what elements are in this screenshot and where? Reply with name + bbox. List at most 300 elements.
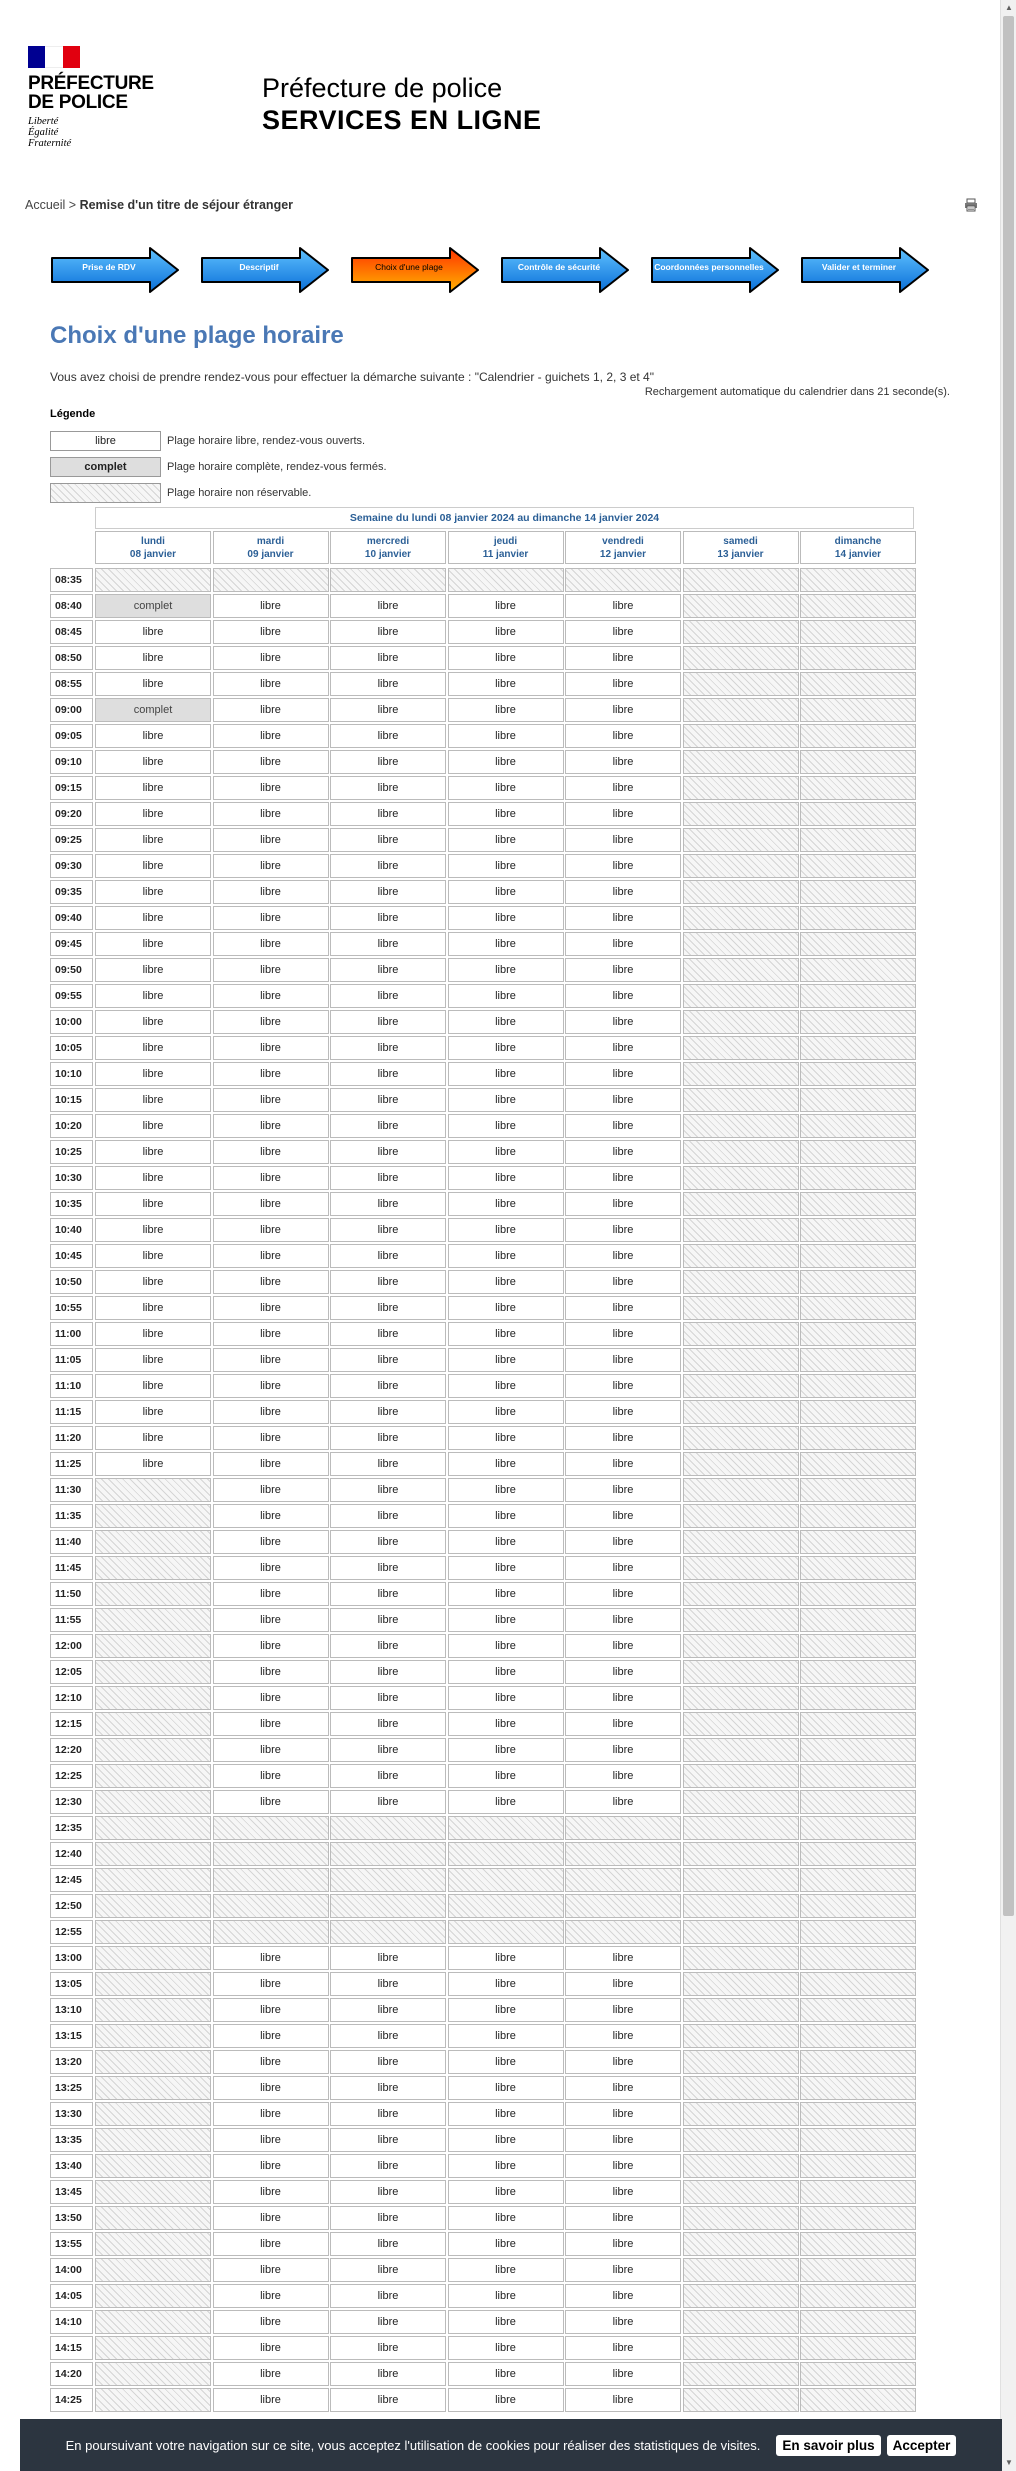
slot-libre[interactable]: libre	[565, 2180, 681, 2204]
slot-libre[interactable]: libre	[213, 1608, 329, 1632]
slot-libre[interactable]: libre	[448, 1764, 564, 1788]
slot-libre[interactable]: libre	[565, 2388, 681, 2412]
slot-libre[interactable]: libre	[565, 1998, 681, 2022]
breadcrumb-home-link[interactable]: Accueil	[25, 198, 66, 212]
slot-libre[interactable]: libre	[330, 1530, 446, 1554]
slot-libre[interactable]: libre	[330, 1738, 446, 1762]
slot-libre[interactable]: libre	[565, 2336, 681, 2360]
slot-libre[interactable]: libre	[448, 620, 564, 644]
slot-libre[interactable]: libre	[213, 672, 329, 696]
slot-libre[interactable]: libre	[448, 2024, 564, 2048]
slot-libre[interactable]: libre	[330, 1790, 446, 1814]
slot-libre[interactable]: libre	[330, 2154, 446, 2178]
slot-libre[interactable]: libre	[330, 2102, 446, 2126]
slot-libre[interactable]: libre	[330, 1192, 446, 1216]
slot-libre[interactable]: libre	[330, 2388, 446, 2412]
slot-libre[interactable]: libre	[565, 672, 681, 696]
slot-libre[interactable]: libre	[330, 698, 446, 722]
slot-libre[interactable]: libre	[565, 802, 681, 826]
slot-libre[interactable]: libre	[330, 1426, 446, 1450]
slot-libre[interactable]: libre	[213, 2206, 329, 2230]
slot-libre[interactable]: libre	[213, 1452, 329, 1476]
slot-libre[interactable]: libre	[448, 1582, 564, 1606]
slot-libre[interactable]: libre	[565, 1244, 681, 1268]
slot-libre[interactable]: libre	[213, 1322, 329, 1346]
slot-libre[interactable]: libre	[213, 776, 329, 800]
slot-libre[interactable]: libre	[448, 1348, 564, 1372]
slot-libre[interactable]: libre	[448, 1998, 564, 2022]
slot-libre[interactable]: libre	[95, 1244, 211, 1268]
slot-libre[interactable]: libre	[330, 620, 446, 644]
slot-libre[interactable]: libre	[95, 1426, 211, 1450]
slot-libre[interactable]: libre	[95, 1166, 211, 1190]
slot-libre[interactable]: libre	[213, 1738, 329, 1762]
slot-libre[interactable]: libre	[565, 1270, 681, 1294]
slot-libre[interactable]: libre	[213, 2258, 329, 2282]
slot-libre[interactable]: libre	[213, 1634, 329, 1658]
slot-libre[interactable]: libre	[330, 1478, 446, 1502]
slot-libre[interactable]: libre	[95, 828, 211, 852]
slot-libre[interactable]: libre	[565, 646, 681, 670]
slot-libre[interactable]: libre	[213, 2180, 329, 2204]
slot-libre[interactable]: libre	[565, 620, 681, 644]
slot-libre[interactable]: libre	[330, 854, 446, 878]
slot-libre[interactable]: libre	[448, 2206, 564, 2230]
slot-libre[interactable]: libre	[565, 1738, 681, 1762]
slot-libre[interactable]: libre	[330, 2024, 446, 2048]
slot-libre[interactable]: libre	[448, 984, 564, 1008]
vertical-scrollbar[interactable]	[1000, 0, 1016, 2471]
slot-libre[interactable]: libre	[448, 854, 564, 878]
slot-libre[interactable]: libre	[330, 1556, 446, 1580]
slot-libre[interactable]: libre	[213, 2310, 329, 2334]
slot-libre[interactable]: libre	[213, 802, 329, 826]
slot-libre[interactable]: libre	[448, 2154, 564, 2178]
slot-libre[interactable]: libre	[330, 1088, 446, 1112]
slot-libre[interactable]: libre	[95, 854, 211, 878]
slot-libre[interactable]: libre	[330, 1764, 446, 1788]
slot-libre[interactable]: libre	[565, 1088, 681, 1112]
slot-libre[interactable]: libre	[213, 1270, 329, 1294]
slot-libre[interactable]: libre	[95, 776, 211, 800]
slot-libre[interactable]: libre	[448, 1192, 564, 1216]
slot-libre[interactable]: libre	[448, 1140, 564, 1164]
slot-libre[interactable]: libre	[448, 2102, 564, 2126]
slot-libre[interactable]: libre	[330, 724, 446, 748]
slot-libre[interactable]: libre	[448, 802, 564, 826]
slot-libre[interactable]: libre	[448, 1452, 564, 1476]
slot-libre[interactable]: libre	[95, 880, 211, 904]
slot-libre[interactable]: libre	[448, 2388, 564, 2412]
slot-libre[interactable]: libre	[213, 724, 329, 748]
slot-libre[interactable]: libre	[565, 1140, 681, 1164]
slot-libre[interactable]: libre	[448, 1296, 564, 1320]
slot-libre[interactable]: libre	[565, 1556, 681, 1580]
slot-libre[interactable]: libre	[213, 1530, 329, 1554]
slot-libre[interactable]: libre	[330, 1946, 446, 1970]
slot-libre[interactable]: libre	[95, 1348, 211, 1372]
slot-libre[interactable]: libre	[213, 1582, 329, 1606]
slot-libre[interactable]: libre	[213, 594, 329, 618]
slot-libre[interactable]: libre	[213, 984, 329, 1008]
slot-libre[interactable]: libre	[213, 1478, 329, 1502]
slot-libre[interactable]: libre	[448, 932, 564, 956]
slot-libre[interactable]: libre	[565, 2232, 681, 2256]
slot-libre[interactable]: libre	[330, 750, 446, 774]
slot-libre[interactable]: libre	[213, 1036, 329, 1060]
slot-libre[interactable]: libre	[330, 984, 446, 1008]
slot-libre[interactable]: libre	[95, 1036, 211, 1060]
slot-libre[interactable]: libre	[330, 1400, 446, 1424]
slot-libre[interactable]: libre	[213, 2232, 329, 2256]
cookie-accept-button[interactable]: Accepter	[887, 2435, 957, 2456]
slot-libre[interactable]: libre	[213, 1140, 329, 1164]
slot-libre[interactable]: libre	[95, 1010, 211, 1034]
slot-libre[interactable]: libre	[330, 646, 446, 670]
slot-libre[interactable]: libre	[448, 1270, 564, 1294]
slot-libre[interactable]: libre	[330, 1296, 446, 1320]
slot-libre[interactable]: libre	[213, 1946, 329, 1970]
slot-libre[interactable]: libre	[565, 1322, 681, 1346]
slot-libre[interactable]: libre	[330, 880, 446, 904]
slot-libre[interactable]: libre	[565, 724, 681, 748]
slot-libre[interactable]: libre	[565, 2154, 681, 2178]
slot-libre[interactable]: libre	[330, 1010, 446, 1034]
slot-libre[interactable]: libre	[448, 906, 564, 930]
slot-libre[interactable]: libre	[448, 646, 564, 670]
slot-libre[interactable]: libre	[330, 2128, 446, 2152]
slot-libre[interactable]: libre	[330, 958, 446, 982]
slot-libre[interactable]: libre	[330, 776, 446, 800]
slot-libre[interactable]: libre	[213, 2154, 329, 2178]
slot-libre[interactable]: libre	[213, 2024, 329, 2048]
slot-libre[interactable]: libre	[565, 932, 681, 956]
slot-libre[interactable]: libre	[95, 1452, 211, 1476]
slot-libre[interactable]: libre	[448, 2310, 564, 2334]
slot-libre[interactable]: libre	[448, 958, 564, 982]
slot-libre[interactable]: libre	[330, 1244, 446, 1268]
slot-libre[interactable]: libre	[213, 1296, 329, 1320]
slot-libre[interactable]: libre	[95, 672, 211, 696]
slot-libre[interactable]: libre	[448, 1608, 564, 1632]
slot-libre[interactable]: libre	[330, 1348, 446, 1372]
slot-libre[interactable]: libre	[448, 1634, 564, 1658]
slot-libre[interactable]: libre	[448, 2362, 564, 2386]
slot-libre[interactable]: libre	[330, 802, 446, 826]
slot-libre[interactable]: libre	[213, 2128, 329, 2152]
slot-libre[interactable]: libre	[448, 1712, 564, 1736]
slot-libre[interactable]: libre	[565, 1660, 681, 1684]
slot-libre[interactable]: libre	[565, 1010, 681, 1034]
slot-libre[interactable]: libre	[565, 1946, 681, 1970]
slot-libre[interactable]: libre	[565, 1712, 681, 1736]
slot-libre[interactable]: libre	[95, 1374, 211, 1398]
slot-libre[interactable]: libre	[213, 1062, 329, 1086]
slot-libre[interactable]: libre	[448, 880, 564, 904]
slot-libre[interactable]: libre	[565, 1608, 681, 1632]
slot-libre[interactable]: libre	[565, 1166, 681, 1190]
slot-libre[interactable]: libre	[448, 672, 564, 696]
slot-libre[interactable]: libre	[565, 1582, 681, 1606]
slot-libre[interactable]: libre	[448, 1556, 564, 1580]
slot-libre[interactable]: libre	[213, 1790, 329, 1814]
slot-libre[interactable]: libre	[565, 2050, 681, 2074]
scroll-up-icon[interactable]: ▲	[1005, 3, 1013, 12]
slot-libre[interactable]: libre	[213, 906, 329, 930]
slot-libre[interactable]: libre	[213, 1166, 329, 1190]
slot-libre[interactable]: libre	[565, 828, 681, 852]
slot-libre[interactable]: libre	[95, 958, 211, 982]
scroll-thumb[interactable]	[1003, 16, 1014, 1916]
printer-icon[interactable]	[964, 198, 978, 212]
slot-libre[interactable]: libre	[565, 1218, 681, 1242]
slot-libre[interactable]: libre	[330, 2050, 446, 2074]
slot-libre[interactable]: libre	[565, 2024, 681, 2048]
slot-libre[interactable]: libre	[448, 1426, 564, 1450]
slot-libre[interactable]: libre	[448, 1504, 564, 1528]
slot-libre[interactable]: libre	[565, 750, 681, 774]
slot-libre[interactable]: libre	[448, 2258, 564, 2282]
slot-libre[interactable]: libre	[213, 2284, 329, 2308]
slot-libre[interactable]: libre	[95, 1322, 211, 1346]
slot-libre[interactable]: libre	[330, 1322, 446, 1346]
slot-libre[interactable]: libre	[448, 698, 564, 722]
slot-libre[interactable]: libre	[565, 1972, 681, 1996]
slot-libre[interactable]: libre	[330, 1114, 446, 1138]
slot-libre[interactable]: libre	[330, 1634, 446, 1658]
slot-libre[interactable]: libre	[95, 984, 211, 1008]
slot-libre[interactable]: libre	[213, 1712, 329, 1736]
slot-libre[interactable]: libre	[565, 1400, 681, 1424]
slot-libre[interactable]: libre	[213, 932, 329, 956]
slot-libre[interactable]: libre	[448, 2076, 564, 2100]
slot-libre[interactable]: libre	[330, 906, 446, 930]
slot-libre[interactable]: libre	[213, 1244, 329, 1268]
slot-libre[interactable]: libre	[448, 1660, 564, 1684]
slot-libre[interactable]: libre	[565, 1374, 681, 1398]
slot-libre[interactable]: libre	[95, 906, 211, 930]
slot-libre[interactable]: libre	[565, 1062, 681, 1086]
slot-libre[interactable]: libre	[448, 776, 564, 800]
slot-libre[interactable]: libre	[95, 1296, 211, 1320]
slot-libre[interactable]: libre	[565, 1452, 681, 1476]
prefecture-logo[interactable]	[28, 46, 158, 149]
slot-libre[interactable]: libre	[448, 1374, 564, 1398]
slot-libre[interactable]: libre	[95, 1218, 211, 1242]
slot-libre[interactable]: libre	[95, 750, 211, 774]
slot-libre[interactable]: libre	[565, 906, 681, 930]
slot-libre[interactable]: libre	[213, 1998, 329, 2022]
slot-libre[interactable]: libre	[448, 828, 564, 852]
slot-libre[interactable]: libre	[95, 1400, 211, 1424]
slot-libre[interactable]: libre	[565, 2362, 681, 2386]
slot-libre[interactable]: libre	[565, 1634, 681, 1658]
slot-libre[interactable]: libre	[213, 2102, 329, 2126]
slot-libre[interactable]: libre	[565, 1114, 681, 1138]
slot-libre[interactable]: libre	[213, 1556, 329, 1580]
slot-libre[interactable]: libre	[213, 620, 329, 644]
slot-libre[interactable]: libre	[448, 1010, 564, 1034]
slot-libre[interactable]: libre	[213, 2076, 329, 2100]
slot-libre[interactable]: libre	[213, 854, 329, 878]
slot-libre[interactable]: libre	[448, 1322, 564, 1346]
slot-libre[interactable]: libre	[330, 1972, 446, 1996]
slot-libre[interactable]: libre	[330, 1452, 446, 1476]
slot-libre[interactable]: libre	[95, 1088, 211, 1112]
slot-libre[interactable]: libre	[565, 776, 681, 800]
slot-libre[interactable]: libre	[565, 984, 681, 1008]
slot-libre[interactable]: libre	[565, 2206, 681, 2230]
slot-libre[interactable]: libre	[448, 1972, 564, 1996]
slot-libre[interactable]: libre	[95, 1114, 211, 1138]
slot-libre[interactable]: libre	[213, 1400, 329, 1424]
slot-libre[interactable]: libre	[213, 2362, 329, 2386]
slot-libre[interactable]: libre	[565, 854, 681, 878]
slot-libre[interactable]: libre	[448, 1218, 564, 1242]
slot-libre[interactable]: libre	[213, 1504, 329, 1528]
slot-libre[interactable]: libre	[565, 2310, 681, 2334]
slot-libre[interactable]: libre	[565, 2076, 681, 2100]
slot-libre[interactable]: libre	[95, 802, 211, 826]
slot-libre[interactable]: libre	[448, 2232, 564, 2256]
slot-libre[interactable]: libre	[330, 1660, 446, 1684]
slot-libre[interactable]: libre	[330, 1062, 446, 1086]
slot-libre[interactable]: libre	[330, 1582, 446, 1606]
slot-libre[interactable]: libre	[565, 698, 681, 722]
slot-libre[interactable]: libre	[95, 1140, 211, 1164]
slot-libre[interactable]: libre	[213, 2388, 329, 2412]
cookie-more-button[interactable]: En savoir plus	[776, 2435, 880, 2456]
slot-libre[interactable]: libre	[330, 2258, 446, 2282]
slot-libre[interactable]: libre	[330, 2180, 446, 2204]
slot-libre[interactable]: libre	[448, 750, 564, 774]
slot-libre[interactable]: libre	[213, 1218, 329, 1242]
slot-libre[interactable]: libre	[565, 1296, 681, 1320]
slot-libre[interactable]: libre	[213, 1088, 329, 1112]
slot-libre[interactable]: libre	[448, 2180, 564, 2204]
slot-libre[interactable]: libre	[330, 1712, 446, 1736]
slot-libre[interactable]: libre	[95, 724, 211, 748]
slot-libre[interactable]: libre	[565, 2102, 681, 2126]
slot-libre[interactable]: libre	[330, 1218, 446, 1242]
slot-libre[interactable]: libre	[213, 1348, 329, 1372]
slot-libre[interactable]: libre	[448, 1062, 564, 1086]
slot-libre[interactable]: libre	[213, 2050, 329, 2074]
slot-libre[interactable]: libre	[213, 1374, 329, 1398]
slot-libre[interactable]: libre	[448, 2128, 564, 2152]
slot-libre[interactable]: libre	[448, 724, 564, 748]
slot-libre[interactable]: libre	[213, 1010, 329, 1034]
slot-libre[interactable]: libre	[448, 1478, 564, 1502]
slot-libre[interactable]: libre	[330, 1166, 446, 1190]
slot-libre[interactable]: libre	[448, 1738, 564, 1762]
slot-libre[interactable]: libre	[565, 1790, 681, 1814]
slot-libre[interactable]: libre	[330, 1140, 446, 1164]
slot-libre[interactable]: libre	[565, 594, 681, 618]
slot-libre[interactable]: libre	[330, 1504, 446, 1528]
slot-libre[interactable]: libre	[213, 958, 329, 982]
slot-libre[interactable]: libre	[330, 672, 446, 696]
slot-libre[interactable]: libre	[330, 2232, 446, 2256]
slot-libre[interactable]: libre	[95, 1270, 211, 1294]
slot-libre[interactable]: libre	[330, 1998, 446, 2022]
slot-libre[interactable]: libre	[330, 1686, 446, 1710]
slot-libre[interactable]: libre	[330, 2362, 446, 2386]
slot-libre[interactable]: libre	[330, 1608, 446, 1632]
slot-libre[interactable]: libre	[448, 1244, 564, 1268]
slot-libre[interactable]: libre	[330, 932, 446, 956]
slot-libre[interactable]: libre	[448, 1036, 564, 1060]
slot-libre[interactable]: libre	[565, 2128, 681, 2152]
slot-libre[interactable]: libre	[448, 1166, 564, 1190]
slot-libre[interactable]: libre	[95, 1192, 211, 1216]
slot-libre[interactable]: libre	[330, 1036, 446, 1060]
slot-libre[interactable]: libre	[565, 1348, 681, 1372]
slot-libre[interactable]: libre	[213, 1114, 329, 1138]
slot-libre[interactable]: libre	[213, 1764, 329, 1788]
slot-libre[interactable]: libre	[448, 1946, 564, 1970]
slot-libre[interactable]: libre	[330, 2284, 446, 2308]
slot-libre[interactable]: libre	[213, 1192, 329, 1216]
slot-libre[interactable]: libre	[330, 594, 446, 618]
slot-libre[interactable]: libre	[565, 1764, 681, 1788]
slot-libre[interactable]: libre	[448, 1088, 564, 1112]
slot-libre[interactable]: libre	[448, 594, 564, 618]
slot-libre[interactable]: libre	[565, 1192, 681, 1216]
slot-libre[interactable]: libre	[565, 1530, 681, 1554]
slot-libre[interactable]: libre	[330, 1374, 446, 1398]
slot-libre[interactable]: libre	[448, 1400, 564, 1424]
slot-libre[interactable]: libre	[330, 828, 446, 852]
slot-libre[interactable]: libre	[213, 1660, 329, 1684]
slot-libre[interactable]: libre	[213, 698, 329, 722]
slot-libre[interactable]: libre	[330, 2336, 446, 2360]
slot-libre[interactable]: libre	[448, 1686, 564, 1710]
slot-libre[interactable]: libre	[213, 750, 329, 774]
slot-libre[interactable]: libre	[213, 880, 329, 904]
slot-libre[interactable]: libre	[448, 1114, 564, 1138]
slot-libre[interactable]: libre	[330, 2310, 446, 2334]
slot-libre[interactable]: libre	[213, 2336, 329, 2360]
slot-libre[interactable]: libre	[565, 1478, 681, 1502]
slot-libre[interactable]: libre	[448, 1530, 564, 1554]
slot-libre[interactable]: libre	[565, 1686, 681, 1710]
slot-libre[interactable]: libre	[565, 2258, 681, 2282]
slot-libre[interactable]: libre	[565, 2284, 681, 2308]
slot-libre[interactable]: libre	[448, 2284, 564, 2308]
slot-libre[interactable]: libre	[565, 1504, 681, 1528]
slot-libre[interactable]: libre	[448, 1790, 564, 1814]
slot-libre[interactable]: libre	[448, 2050, 564, 2074]
slot-libre[interactable]: libre	[213, 828, 329, 852]
slot-libre[interactable]: libre	[565, 1426, 681, 1450]
slot-libre[interactable]: libre	[213, 646, 329, 670]
slot-libre[interactable]: libre	[330, 2206, 446, 2230]
slot-libre[interactable]: libre	[213, 1426, 329, 1450]
slot-libre[interactable]: libre	[448, 2336, 564, 2360]
slot-libre[interactable]: libre	[95, 620, 211, 644]
scroll-down-icon[interactable]: ▼	[1005, 2458, 1013, 2467]
slot-libre[interactable]: libre	[213, 1972, 329, 1996]
slot-libre[interactable]: libre	[330, 2076, 446, 2100]
slot-libre[interactable]: libre	[95, 646, 211, 670]
slot-libre[interactable]: libre	[565, 1036, 681, 1060]
slot-libre[interactable]: libre	[565, 958, 681, 982]
slot-libre[interactable]: libre	[213, 1686, 329, 1710]
slot-libre[interactable]: libre	[95, 932, 211, 956]
slot-libre[interactable]: libre	[95, 1062, 211, 1086]
slot-libre[interactable]: libre	[565, 880, 681, 904]
